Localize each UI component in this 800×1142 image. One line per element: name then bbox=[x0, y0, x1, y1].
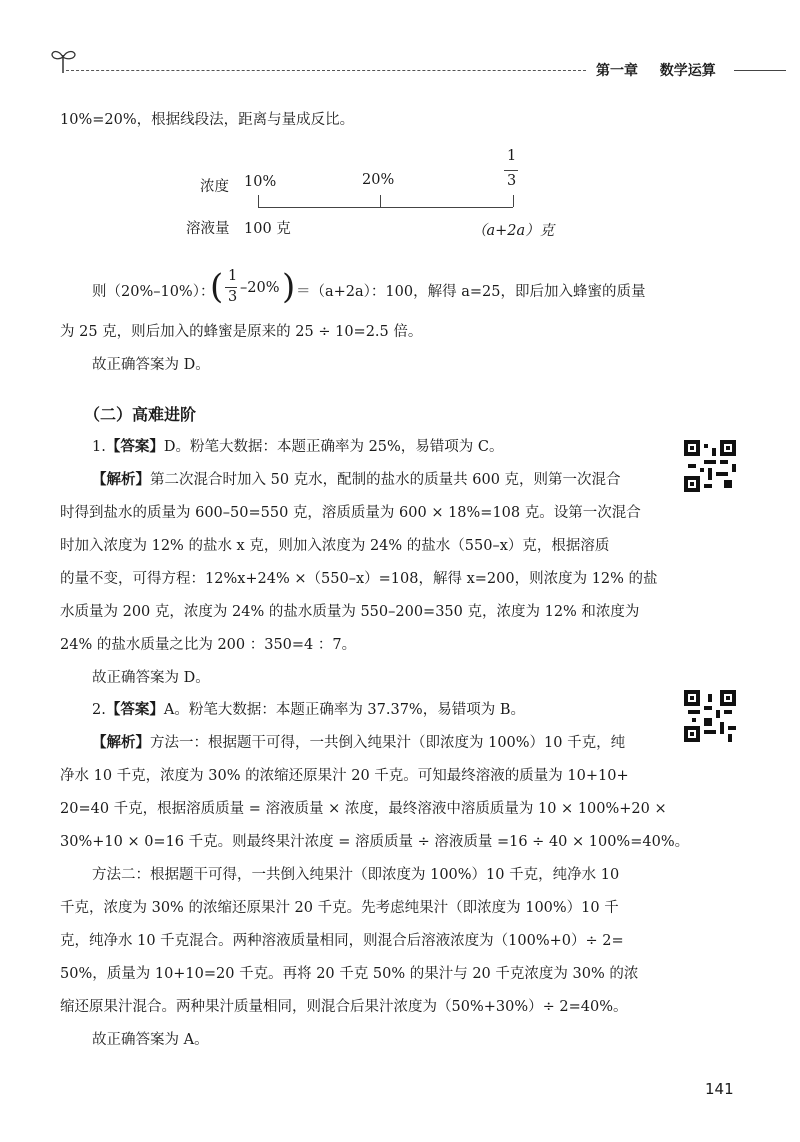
q1-conclusion: 故正确答案为 D。 bbox=[92, 670, 210, 686]
section-title: （二）高难进阶 bbox=[84, 405, 197, 424]
q1-qr-code[interactable] bbox=[684, 440, 736, 492]
q1-answer-tag: 【答案】 bbox=[105, 438, 164, 455]
formula-right-paren: ) bbox=[282, 267, 296, 307]
q2-method1-line-4: 30%+10 × 0=16 千克。则最终果汁浓度 = 溶质质量 ÷ 溶液质量 =16 ÷ 40 × 100%=40%。 bbox=[60, 834, 690, 850]
q1-analysis-line-1 bbox=[92, 470, 660, 490]
formula-continuation: 为 25 克，则后加入的蜂蜜是原来的 25 ÷ 10=2.5 倍。 bbox=[60, 324, 423, 340]
q2-method2-line-2: 千克，浓度为 30% 的浓缩还原果汁 20 千克。先考虑纯果汁（即浓度为 100%）10 千 bbox=[60, 900, 619, 916]
diagram-segment-line bbox=[258, 207, 513, 208]
formula-frac-num: 1 bbox=[228, 268, 238, 284]
chapter-title: 数学运算 bbox=[659, 63, 716, 79]
q1-analysis-line-4: 的量不变，可得方程：12%x+24% ×（550–x）=108，解得 x=200，则浓度为 12% 的盐 bbox=[60, 571, 658, 587]
page-number: 141 bbox=[705, 1080, 734, 1098]
formula-prefix: 则（20%–10%）： bbox=[92, 284, 215, 300]
q2-analysis-text-1: 方法一：根据题干可得，一共倒入纯果汁（即浓度为 100%）10 千克，纯 bbox=[150, 735, 626, 751]
q2-number: 2. bbox=[92, 702, 106, 718]
q2-qr-code[interactable] bbox=[684, 690, 736, 742]
q1-number: 1. bbox=[92, 439, 106, 455]
diagram-label-mass: 溶液量 bbox=[186, 221, 230, 237]
answer-conclusion-1: 故正确答案为 D。 bbox=[92, 357, 210, 373]
formula-suffix: ＝（a+2a）：100，解得 a=25，即后加入蜂蜜的质量 bbox=[296, 284, 646, 300]
header-rule-right bbox=[734, 70, 786, 71]
chapter-number: 第一章 bbox=[596, 63, 638, 79]
diagram-tick-right bbox=[513, 195, 514, 207]
diagram-mass-right: （a+2a）克 bbox=[472, 223, 555, 239]
diagram-tick-left bbox=[258, 195, 259, 207]
q1-analysis-line-5: 水质量为 200 克，浓度为 24% 的盐水质量为 550–200=350 克，浓度为 12% 和浓度为 bbox=[60, 604, 640, 620]
diagram-conc-left: 10% bbox=[244, 174, 277, 190]
formula-inner-rest: –20% bbox=[240, 280, 280, 296]
q1-analysis-line-6: 24% 的盐水质量之比为 200 ：350=4 ：7。 bbox=[60, 637, 357, 653]
formula-left-paren: ( bbox=[210, 267, 224, 307]
header-rule-left bbox=[66, 70, 586, 71]
formula-frac-den: 3 bbox=[228, 289, 238, 305]
q2-answer-line bbox=[92, 700, 660, 720]
intro-paragraph: 10%=20%，根据线段法，距离与量成反比。 bbox=[60, 112, 355, 128]
diagram-conc-mid: 20% bbox=[362, 172, 395, 188]
formula-line bbox=[92, 268, 662, 308]
diagram-mass-left: 100 克 bbox=[244, 221, 291, 237]
q1-analysis-tag: 【解析】 bbox=[92, 471, 150, 488]
q1-analysis-line-3: 时加入浓度为 12% 的盐水 x 克，则加入浓度为 24% 的盐水（550–x）克，根据溶质 bbox=[60, 538, 610, 554]
q2-answer-text: A。粉笔大数据：本题正确率为 37.37%，易错项为 B。 bbox=[163, 702, 525, 718]
diagram-frac-bar bbox=[504, 170, 518, 171]
q2-analysis-line-1 bbox=[92, 733, 660, 753]
q2-method1-line-3: 20=40 千克，根据溶质质量 = 溶液质量 × 浓度，最终溶液中溶质质量为 10 × 100%+20 × bbox=[60, 801, 667, 817]
diagram-label-concentration: 浓度 bbox=[200, 179, 229, 195]
q2-method2-line-1: 方法二：根据题干可得，一共倒入纯果汁（即浓度为 100%）10 千克，纯净水 10 bbox=[92, 867, 620, 883]
diagram-frac-numerator: 1 bbox=[507, 148, 517, 164]
q2-method2-line-4: 50%，质量为 10+10=20 千克。再将 20 千克 50% 的果汁与 20 千克浓度为 30% 的浓 bbox=[60, 966, 639, 982]
diagram-tick-mid bbox=[380, 195, 381, 207]
header-chapter bbox=[596, 60, 716, 80]
q2-answer-tag: 【答案】 bbox=[105, 701, 164, 718]
q2-method2-line-3: 克，纯净水 10 千克混合。两种溶液质量相同，则混合后溶液浓度为（100%+0）÷ 2= bbox=[60, 933, 624, 949]
q1-analysis-text-1: 第二次混合时加入 50 克水，配制的盐水的质量共 600 克，则第一次混合 bbox=[150, 472, 621, 488]
diagram-frac-denominator: 3 bbox=[507, 173, 517, 189]
q2-conclusion: 故正确答案为 A。 bbox=[92, 1032, 209, 1048]
q2-method2-line-5: 缩还原果汁混合。两种果汁质量相同，则混合后果汁浓度为（50%+30%）÷ 2=40%。 bbox=[60, 999, 628, 1015]
q1-analysis-line-2: 时得到盐水的质量为 600–50=550 克，溶质质量为 600 × 18%=108 克。设第一次混合 bbox=[60, 505, 641, 521]
q1-answer-line bbox=[92, 437, 660, 457]
q2-analysis-tag: 【解析】 bbox=[92, 734, 150, 751]
q2-method1-line-2: 净水 10 千克，浓度为 30% 的浓缩还原果汁 20 千克。可知最终溶液的质量为 10+10+ bbox=[60, 768, 629, 784]
formula-frac-bar bbox=[225, 287, 237, 288]
q1-answer-text: D。粉笔大数据：本题正确率为 25%，易错项为 C。 bbox=[163, 439, 504, 455]
